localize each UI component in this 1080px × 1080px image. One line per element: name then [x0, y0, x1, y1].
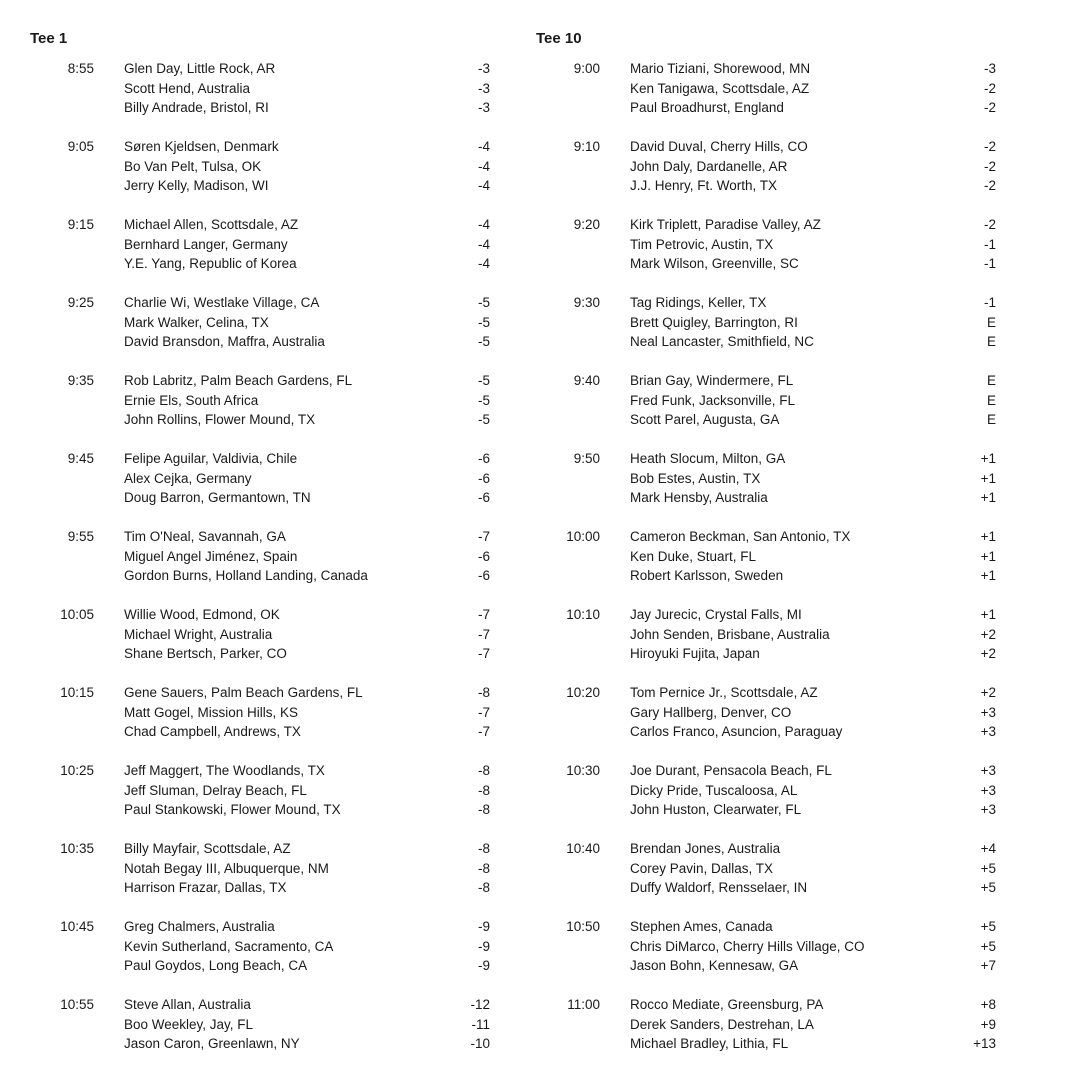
- player-score: -1: [983, 295, 996, 310]
- player-name: Scott Hend, Australia: [124, 80, 251, 96]
- player-name: Robert Karlsson, Sweden: [630, 568, 784, 583]
- player-name: Rob Labritz, Palm Beach Gardens, FL: [124, 373, 353, 388]
- player-score: -4: [477, 139, 490, 154]
- tee-time: 9:10: [573, 139, 600, 154]
- tee-10-header: Tee 10: [536, 30, 582, 47]
- player-row: [30, 878, 500, 898]
- player-row: [536, 215, 1006, 235]
- tee-group: [536, 917, 1006, 976]
- player-row: [536, 391, 1006, 411]
- player-row: [536, 859, 1006, 879]
- player-row: [30, 371, 500, 391]
- player-name: Gene Sauers, Palm Beach Gardens, FL: [124, 685, 363, 700]
- player-row: [30, 410, 500, 430]
- tee-group: [30, 839, 500, 898]
- player-row: [536, 917, 1006, 937]
- tee-group: [536, 215, 1006, 274]
- player-row: [30, 781, 500, 801]
- player-name: Doug Barron, Germantown, TN: [124, 490, 311, 505]
- player-score: -1: [983, 256, 996, 271]
- player-row: [536, 761, 1006, 781]
- player-row: [30, 800, 500, 820]
- player-row: [536, 176, 1006, 196]
- tee-time: 9:40: [573, 373, 600, 388]
- player-row: [30, 59, 500, 79]
- player-score: -4: [477, 158, 490, 174]
- player-name: Jason Bohn, Kennesaw, GA: [630, 958, 799, 973]
- player-name: John Rollins, Flower Mound, TX: [124, 412, 316, 427]
- player-score: -6: [477, 451, 490, 466]
- player-score: +5: [980, 938, 996, 954]
- player-score: -4: [477, 217, 490, 232]
- player-row: [30, 722, 500, 742]
- player-name: Y.E. Yang, Republic of Korea: [124, 256, 297, 271]
- player-name: Bo Van Pelt, Tulsa, OK: [124, 158, 262, 174]
- player-name: John Senden, Brisbane, Australia: [630, 626, 830, 642]
- player-row: [536, 605, 1006, 625]
- player-score: -5: [477, 373, 490, 388]
- tee-time: 10:15: [60, 685, 94, 700]
- player-row: [30, 488, 500, 508]
- player-score: -5: [477, 314, 490, 330]
- player-row: [30, 547, 500, 567]
- player-score: E: [986, 412, 996, 427]
- player-score: -6: [477, 548, 490, 564]
- tee-1-groups: [30, 59, 500, 1054]
- player-name: Willie Wood, Edmond, OK: [124, 607, 280, 622]
- tee-time: 10:30: [566, 763, 600, 778]
- tee-time: 9:55: [67, 529, 94, 544]
- player-row: [536, 488, 1006, 508]
- player-row: [536, 313, 1006, 333]
- player-row: [536, 157, 1006, 177]
- tee-group: [536, 683, 1006, 742]
- player-score: -9: [477, 958, 490, 973]
- player-row: [536, 1015, 1006, 1035]
- player-name: Mark Wilson, Greenville, SC: [630, 256, 799, 271]
- tee-time: 10:55: [60, 997, 94, 1012]
- player-score: +9: [980, 1016, 996, 1032]
- player-row: [30, 254, 500, 274]
- player-row: [30, 469, 500, 489]
- player-score: +3: [980, 802, 996, 817]
- player-score: +13: [973, 1036, 996, 1051]
- player-score: -4: [477, 236, 490, 252]
- player-score: -3: [477, 61, 490, 76]
- player-name: Hiroyuki Fujita, Japan: [630, 646, 760, 661]
- player-score: +2: [980, 626, 996, 642]
- player-name: Kirk Triplett, Paradise Valley, AZ: [630, 217, 821, 232]
- player-name: Tim Petrovic, Austin, TX: [630, 236, 774, 252]
- player-row: [30, 644, 500, 664]
- player-name: John Daly, Dardanelle, AR: [630, 158, 788, 174]
- player-name: Brendan Jones, Australia: [630, 841, 781, 856]
- tee-group: [536, 605, 1006, 664]
- tee-time: 10:10: [566, 607, 600, 622]
- tee-group: [30, 527, 500, 586]
- player-score: -7: [477, 607, 490, 622]
- player-score: -9: [477, 919, 490, 934]
- player-name: Billy Andrade, Bristol, RI: [124, 100, 269, 115]
- player-name: Chad Campbell, Andrews, TX: [124, 724, 301, 739]
- player-row: [30, 937, 500, 957]
- tee-time: 9:50: [573, 451, 600, 466]
- player-score: -5: [477, 412, 490, 427]
- player-name: Scott Parel, Augusta, GA: [630, 412, 780, 427]
- tee-time: 9:25: [67, 295, 94, 310]
- player-row: [30, 995, 500, 1015]
- player-row: [536, 644, 1006, 664]
- player-name: Duffy Waldorf, Rensselaer, IN: [630, 880, 808, 895]
- tee-group: [536, 449, 1006, 508]
- player-name: Tom Pernice Jr., Scottsdale, AZ: [630, 685, 818, 700]
- tee-group: [536, 995, 1006, 1054]
- player-row: [30, 79, 500, 99]
- player-name: Neal Lancaster, Smithfield, NC: [630, 334, 814, 349]
- player-row: [30, 703, 500, 723]
- player-name: Jeff Sluman, Delray Beach, FL: [124, 782, 307, 798]
- player-row: [30, 391, 500, 411]
- player-score: -5: [477, 392, 490, 408]
- player-name: Paul Stankowski, Flower Mound, TX: [124, 802, 341, 817]
- player-name: Michael Bradley, Lithia, FL: [630, 1036, 789, 1051]
- tee-time: 10:05: [60, 607, 94, 622]
- player-row: [536, 469, 1006, 489]
- tee-time: 10:50: [566, 919, 600, 934]
- player-name: Mario Tiziani, Shorewood, MN: [630, 61, 811, 76]
- tee-1-header: Tee 1: [30, 30, 68, 47]
- player-score: -3: [983, 61, 996, 76]
- player-name: Paul Goydos, Long Beach, CA: [124, 958, 308, 973]
- player-row: [536, 547, 1006, 567]
- player-score: E: [986, 392, 996, 408]
- player-score: -2: [983, 217, 996, 232]
- player-name: Ken Tanigawa, Scottsdale, AZ: [630, 80, 810, 96]
- player-row: [536, 332, 1006, 352]
- player-row: [30, 332, 500, 352]
- player-name: Cameron Beckman, San Antonio, TX: [630, 529, 851, 544]
- player-row: [536, 59, 1006, 79]
- player-name: Carlos Franco, Asuncion, Paraguay: [630, 724, 843, 739]
- tee-10-groups: [536, 59, 1006, 1054]
- tee-time: 9:30: [573, 295, 600, 310]
- player-score: -2: [983, 178, 996, 193]
- tee-time: 10:00: [566, 529, 600, 544]
- player-row: [536, 98, 1006, 118]
- player-row: [536, 449, 1006, 469]
- player-name: Jeff Maggert, The Woodlands, TX: [124, 763, 325, 778]
- tee-10-column: [536, 28, 1006, 1073]
- player-score: +7: [980, 958, 996, 973]
- player-row: [536, 937, 1006, 957]
- player-row: [536, 293, 1006, 313]
- tee-group: [536, 293, 1006, 352]
- player-score: -5: [477, 295, 490, 310]
- player-score: +1: [980, 490, 996, 505]
- player-name: Brian Gay, Windermere, FL: [630, 373, 794, 388]
- player-score: -7: [477, 646, 490, 661]
- player-name: Jerry Kelly, Madison, WI: [124, 178, 269, 193]
- player-score: +3: [980, 724, 996, 739]
- player-row: [536, 137, 1006, 157]
- tee-time: 9:00: [573, 61, 600, 76]
- player-score: -3: [477, 100, 490, 115]
- player-row: [536, 800, 1006, 820]
- tee-time: 9:20: [573, 217, 600, 232]
- player-score: -7: [477, 626, 490, 642]
- player-row: [536, 235, 1006, 255]
- player-score: -3: [477, 80, 490, 96]
- player-score: -8: [477, 782, 490, 798]
- tee-time: 8:55: [67, 61, 94, 76]
- player-row: [30, 527, 500, 547]
- player-name: Felipe Aguilar, Valdivia, Chile: [124, 451, 298, 466]
- player-name: Glen Day, Little Rock, AR: [124, 61, 276, 76]
- tee-time: 11:00: [567, 997, 600, 1012]
- player-score: -8: [477, 802, 490, 817]
- player-score: +5: [980, 919, 996, 934]
- player-name: Paul Broadhurst, England: [630, 100, 784, 115]
- player-name: Ernie Els, South Africa: [124, 392, 259, 408]
- tee-time: 9:05: [67, 139, 94, 154]
- player-row: [536, 371, 1006, 391]
- tee-group: [536, 527, 1006, 586]
- player-name: Mark Walker, Celina, TX: [124, 314, 269, 330]
- player-score: -7: [477, 529, 490, 544]
- player-row: [536, 722, 1006, 742]
- player-score: -1: [983, 236, 996, 252]
- player-name: Chris DiMarco, Cherry Hills Village, CO: [630, 938, 865, 954]
- player-score: -6: [477, 470, 490, 486]
- player-score: +2: [980, 646, 996, 661]
- player-name: Charlie Wi, Westlake Village, CA: [124, 295, 320, 310]
- tee-time: 9:15: [67, 217, 94, 232]
- tee-group: [536, 371, 1006, 430]
- tee-time: 9:35: [67, 373, 94, 388]
- player-score: -2: [983, 158, 996, 174]
- player-score: +2: [980, 685, 996, 700]
- player-score: -7: [477, 704, 490, 720]
- player-name: Notah Begay III, Albuquerque, NM: [124, 860, 329, 876]
- player-score: +3: [980, 704, 996, 720]
- player-score: -5: [477, 334, 490, 349]
- player-name: Jason Caron, Greenlawn, NY: [124, 1036, 300, 1051]
- player-score: -2: [983, 80, 996, 96]
- player-name: John Huston, Clearwater, FL: [630, 802, 802, 817]
- player-name: Tim O'Neal, Savannah, GA: [124, 529, 286, 544]
- player-name: Heath Slocum, Milton, GA: [630, 451, 786, 466]
- tee-group: [30, 293, 500, 352]
- player-score: E: [986, 334, 996, 349]
- player-name: Jay Jurecic, Crystal Falls, MI: [630, 607, 802, 622]
- player-name: Søren Kjeldsen, Denmark: [124, 139, 279, 154]
- tee-group: [30, 59, 500, 118]
- player-name: J.J. Henry, Ft. Worth, TX: [630, 178, 778, 193]
- tee-group: [30, 917, 500, 976]
- player-score: -8: [477, 880, 490, 895]
- player-row: [30, 605, 500, 625]
- player-row: [30, 625, 500, 645]
- player-name: Shane Bertsch, Parker, CO: [124, 646, 287, 661]
- player-row: [30, 761, 500, 781]
- player-row: [30, 859, 500, 879]
- player-row: [30, 215, 500, 235]
- player-name: Corey Pavin, Dallas, TX: [630, 860, 774, 876]
- player-name: Rocco Mediate, Greensburg, PA: [630, 997, 824, 1012]
- player-name: Stephen Ames, Canada: [630, 919, 773, 934]
- player-row: [30, 956, 500, 976]
- player-score: +5: [980, 880, 996, 895]
- player-name: Derek Sanders, Destrehan, LA: [630, 1016, 814, 1032]
- player-name: Bernhard Langer, Germany: [124, 236, 288, 252]
- player-row: [536, 995, 1006, 1015]
- player-row: [30, 917, 500, 937]
- tee-time: 10:35: [60, 841, 94, 856]
- player-row: [30, 566, 500, 586]
- player-name: Harrison Frazar, Dallas, TX: [124, 880, 287, 895]
- player-score: -4: [477, 256, 490, 271]
- player-name: David Duval, Cherry Hills, CO: [630, 139, 808, 154]
- tee-group: [30, 605, 500, 664]
- tee-1-column: [30, 28, 500, 1073]
- player-score: -2: [983, 139, 996, 154]
- player-score: -10: [470, 1036, 490, 1051]
- tee-time: 10:20: [566, 685, 600, 700]
- player-score: +1: [980, 451, 996, 466]
- player-name: Dicky Pride, Tuscaloosa, AL: [630, 782, 798, 798]
- player-row: [30, 157, 500, 177]
- player-score: -8: [477, 763, 490, 778]
- player-score: +5: [980, 860, 996, 876]
- player-score: +1: [980, 568, 996, 583]
- player-score: +1: [980, 548, 996, 564]
- player-name: Gordon Burns, Holland Landing, Canada: [124, 568, 368, 583]
- player-score: E: [986, 373, 996, 388]
- tee-group: [536, 137, 1006, 196]
- player-name: Boo Weekley, Jay, FL: [124, 1016, 254, 1032]
- player-score: +1: [980, 529, 996, 544]
- tee-group: [30, 371, 500, 430]
- player-name: Steve Allan, Australia: [124, 997, 251, 1012]
- tee-group: [536, 839, 1006, 898]
- player-name: Greg Chalmers, Australia: [124, 919, 275, 934]
- player-row: [30, 293, 500, 313]
- player-name: Michael Allen, Scottsdale, AZ: [124, 217, 299, 232]
- tee-group: [30, 683, 500, 742]
- player-score: -2: [983, 100, 996, 115]
- tee-group: [536, 761, 1006, 820]
- player-score: +8: [980, 997, 996, 1012]
- player-row: [536, 566, 1006, 586]
- player-name: Joe Durant, Pensacola Beach, FL: [630, 763, 832, 778]
- player-name: Alex Cejka, Germany: [124, 470, 252, 486]
- player-name: David Bransdon, Maffra, Australia: [124, 334, 325, 349]
- tee-time: 9:45: [67, 451, 94, 466]
- player-score: -8: [477, 841, 490, 856]
- player-row: [536, 79, 1006, 99]
- tee-group: [30, 449, 500, 508]
- player-row: [30, 1015, 500, 1035]
- player-row: [30, 839, 500, 859]
- player-row: [30, 235, 500, 255]
- tee-group: [30, 761, 500, 820]
- player-name: Tag Ridings, Keller, TX: [630, 295, 767, 310]
- player-row: [30, 176, 500, 196]
- tee-time: 10:25: [60, 763, 94, 778]
- player-name: Billy Mayfair, Scottsdale, AZ: [124, 841, 291, 856]
- player-score: +1: [980, 470, 996, 486]
- player-score: -9: [477, 938, 490, 954]
- player-score: +4: [980, 841, 996, 856]
- player-name: Michael Wright, Australia: [124, 626, 273, 642]
- player-score: +3: [980, 763, 996, 778]
- player-row: [30, 98, 500, 118]
- player-row: [30, 1034, 500, 1054]
- tee-time: 10:45: [60, 919, 94, 934]
- player-score: -4: [477, 178, 490, 193]
- tee-group: [30, 995, 500, 1054]
- player-row: [536, 956, 1006, 976]
- player-score: -7: [477, 724, 490, 739]
- player-score: -11: [471, 1016, 490, 1032]
- player-score: E: [986, 314, 996, 330]
- player-name: Gary Hallberg, Denver, CO: [630, 704, 792, 720]
- player-row: [536, 1034, 1006, 1054]
- player-name: Fred Funk, Jacksonville, FL: [630, 392, 796, 408]
- player-row: [30, 313, 500, 333]
- player-row: [536, 781, 1006, 801]
- player-name: Ken Duke, Stuart, FL: [630, 548, 757, 564]
- player-row: [536, 625, 1006, 645]
- player-row: [30, 137, 500, 157]
- player-name: Miguel Angel Jiménez, Spain: [124, 548, 298, 564]
- player-name: Kevin Sutherland, Sacramento, CA: [124, 938, 334, 954]
- player-row: [536, 527, 1006, 547]
- player-name: Brett Quigley, Barrington, RI: [630, 314, 798, 330]
- tee-group: [30, 137, 500, 196]
- player-name: Mark Hensby, Australia: [630, 490, 768, 505]
- player-score: -6: [477, 490, 490, 505]
- player-row: [536, 703, 1006, 723]
- tee-group: [536, 59, 1006, 118]
- player-score: +3: [980, 782, 996, 798]
- player-row: [30, 449, 500, 469]
- player-row: [30, 683, 500, 703]
- player-row: [536, 254, 1006, 274]
- player-row: [536, 410, 1006, 430]
- player-row: [536, 878, 1006, 898]
- player-score: -8: [477, 860, 490, 876]
- player-name: Bob Estes, Austin, TX: [630, 470, 761, 486]
- tee-time: 10:40: [566, 841, 600, 856]
- player-name: Matt Gogel, Mission Hills, KS: [124, 704, 299, 720]
- player-score: -12: [470, 997, 490, 1012]
- player-score: -8: [477, 685, 490, 700]
- player-score: +1: [980, 607, 996, 622]
- player-row: [536, 839, 1006, 859]
- tee-group: [30, 215, 500, 274]
- player-row: [536, 683, 1006, 703]
- player-score: -6: [477, 568, 490, 583]
